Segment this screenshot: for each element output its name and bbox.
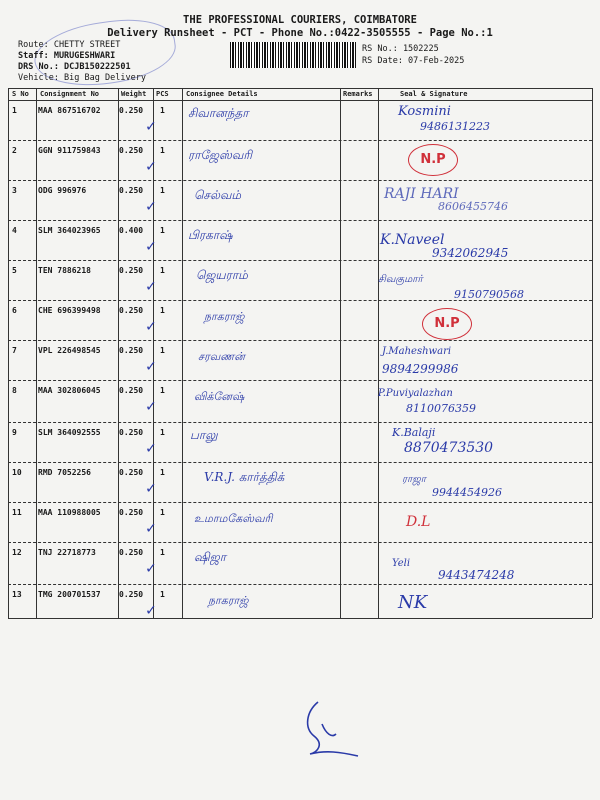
rs-date: RS Date: 07-Feb-2025 xyxy=(362,56,465,66)
row-sno: 1 xyxy=(12,106,17,115)
row-consignment: SLM 364092555 xyxy=(38,428,101,437)
consignee-handwriting: V.R.J. கார்த்திக் xyxy=(204,470,285,484)
row-sno: 7 xyxy=(12,346,17,355)
check-mark-icon: ✓ xyxy=(146,356,156,375)
table-bottom-rule xyxy=(8,618,592,619)
col-sno: S No xyxy=(12,90,29,98)
consignee-handwriting: செல்வம் xyxy=(194,188,242,202)
signature-handwriting: D.L xyxy=(406,514,431,530)
row-sno: 9 xyxy=(12,428,17,437)
check-mark-icon: ✓ xyxy=(146,116,156,135)
row-sno: 2 xyxy=(12,146,17,155)
consignee-handwriting: நாகராஜ் xyxy=(208,594,249,607)
phone-handwriting: 9342062945 xyxy=(432,246,509,260)
table-row xyxy=(8,220,592,260)
signature-handwriting: Kosmini xyxy=(398,104,451,119)
table-row xyxy=(8,140,592,180)
table-row xyxy=(8,180,592,220)
row-weight: 0.250 xyxy=(119,306,144,315)
row-pcs: 1 xyxy=(160,306,165,315)
signature-handwriting: ராஜா xyxy=(402,474,426,485)
col-consignee: Consignee Details xyxy=(186,90,258,98)
phone-handwriting: 9486131223 xyxy=(420,120,490,133)
phone-handwriting: 9944454926 xyxy=(432,486,502,499)
row-sno: 5 xyxy=(12,266,17,275)
row-consignment: CHE 696399498 xyxy=(38,306,101,315)
runsheet-subtitle: Delivery Runsheet - PCT - Phone No.:0422-3505555 - Page No.:1 xyxy=(107,27,493,39)
row-sno: 12 xyxy=(12,548,22,557)
drs-label: DRS No.: DCJB150222501 xyxy=(18,62,131,72)
phone-handwriting: 9894299986 xyxy=(382,362,459,376)
col-remarks: Remarks xyxy=(343,90,373,98)
vehicle-label: Vehicle: Big Bag Delivery xyxy=(18,73,146,83)
bottom-signature-icon xyxy=(296,694,366,764)
consignee-handwriting: விக்னேஷ் xyxy=(194,390,245,403)
row-consignment: RMD 7052256 xyxy=(38,468,91,477)
row-weight: 0.250 xyxy=(119,106,144,115)
row-pcs: 1 xyxy=(160,226,165,235)
row-consignment: GGN 911759843 xyxy=(38,146,101,155)
row-pcs: 1 xyxy=(160,266,165,275)
row-consignment: VPL 226498545 xyxy=(38,346,101,355)
row-weight: 0.250 xyxy=(119,590,144,599)
row-weight: 0.250 xyxy=(119,146,144,155)
signature-handwriting: சிவகுமார் xyxy=(378,274,423,285)
table-row xyxy=(8,542,592,582)
col-consignment: Consignment No xyxy=(40,90,100,98)
check-mark-icon: ✓ xyxy=(146,196,156,215)
table-top-rule xyxy=(8,88,592,89)
row-weight: 0.250 xyxy=(119,266,144,275)
row-consignment: MAA 302806045 xyxy=(38,386,101,395)
table-row xyxy=(8,380,592,420)
row-sno: 10 xyxy=(12,468,22,477)
row-weight: 0.250 xyxy=(119,468,144,477)
col-weight: Weight xyxy=(121,90,147,98)
check-mark-icon: ✓ xyxy=(146,156,156,175)
row-consignment: TMG 200701537 xyxy=(38,590,101,599)
check-mark-icon: ✓ xyxy=(146,478,156,497)
check-mark-icon: ✓ xyxy=(146,316,156,335)
consignee-handwriting: நாகராஜ் xyxy=(204,310,245,323)
check-mark-icon: ✓ xyxy=(146,558,156,577)
check-mark-icon: ✓ xyxy=(146,396,156,415)
row-consignment: ODG 996976 xyxy=(38,186,87,195)
not-present-stamp: N.P xyxy=(408,144,458,176)
row-pcs: 1 xyxy=(160,590,165,599)
row-weight: 0.400 xyxy=(119,226,144,235)
consignee-handwriting: உமாமகேஸ்வரி xyxy=(194,512,273,525)
row-pcs: 1 xyxy=(160,346,165,355)
check-mark-icon: ✓ xyxy=(146,236,156,255)
table-row xyxy=(8,260,592,300)
consignee-handwriting: ராஜேஸ்வரி xyxy=(188,148,253,162)
signature-handwriting: NK xyxy=(398,592,428,613)
route-label: Route: CHETTY STREET xyxy=(18,40,121,50)
table-row xyxy=(8,422,592,462)
rs-number: RS No.: 1502225 xyxy=(362,44,439,54)
row-weight: 0.250 xyxy=(119,428,144,437)
consignee-handwriting: ஜெயராம் xyxy=(196,268,248,282)
table-row xyxy=(8,340,592,380)
phone-handwriting: 8110076359 xyxy=(406,402,476,415)
row-weight: 0.250 xyxy=(119,186,144,195)
check-mark-icon: ✓ xyxy=(146,438,156,457)
consignee-handwriting: பிரகாஷ் xyxy=(188,228,233,242)
row-pcs: 1 xyxy=(160,548,165,557)
row-consignment: TEN 7886218 xyxy=(38,266,91,275)
row-pcs: 1 xyxy=(160,508,165,517)
signature-handwriting: P.Puviyalazhan xyxy=(378,388,453,399)
row-weight: 0.250 xyxy=(119,508,144,517)
signature-handwriting: RAJI HARI xyxy=(384,186,459,202)
barcode xyxy=(230,42,356,68)
row-pcs: 1 xyxy=(160,386,165,395)
row-pcs: 1 xyxy=(160,428,165,437)
row-consignment: SLM 364023965 xyxy=(38,226,101,235)
table-row xyxy=(8,462,592,502)
row-sno: 11 xyxy=(12,508,22,517)
row-sno: 6 xyxy=(12,306,17,315)
table-row xyxy=(8,300,592,340)
col-divider xyxy=(592,88,593,618)
signature-handwriting: J.Maheshwari xyxy=(382,346,452,357)
col-signature: Seal & Signature xyxy=(400,90,468,98)
row-pcs: 1 xyxy=(160,468,165,477)
col-pcs: PCS xyxy=(156,90,169,98)
row-sno: 3 xyxy=(12,186,17,195)
row-weight: 0.250 xyxy=(119,548,144,557)
check-mark-icon: ✓ xyxy=(146,518,156,537)
phone-handwriting: 8606455746 xyxy=(438,200,508,213)
row-weight: 0.250 xyxy=(119,386,144,395)
phone-handwriting: 8870473530 xyxy=(404,440,494,456)
check-mark-icon: ✓ xyxy=(146,276,156,295)
phone-handwriting: 9150790568 xyxy=(454,288,524,301)
consignee-handwriting: பாலு xyxy=(190,428,218,442)
row-sno: 4 xyxy=(12,226,17,235)
consignee-handwriting: ஷிஜா xyxy=(194,550,226,564)
row-consignment: MAA 110988005 xyxy=(38,508,101,517)
table-row xyxy=(8,100,592,140)
row-pcs: 1 xyxy=(160,106,165,115)
check-mark-icon: ✓ xyxy=(146,600,156,619)
company-title: THE PROFESSIONAL COURIERS, COIMBATORE xyxy=(183,14,417,26)
signature-handwriting: K.Naveel xyxy=(380,232,445,248)
row-weight: 0.250 xyxy=(119,346,144,355)
staff-label: Staff: MURUGESHWARI xyxy=(18,51,116,61)
consignee-handwriting: சரவணன் xyxy=(198,350,245,363)
signature-handwriting: Yeli xyxy=(392,558,411,569)
row-consignment: TNJ 22718773 xyxy=(38,548,96,557)
not-present-stamp: N.P xyxy=(422,308,472,340)
table-row xyxy=(8,502,592,542)
signature-handwriting: K.Balaji xyxy=(392,426,436,439)
consignee-handwriting: சிவானந்தா xyxy=(188,106,249,120)
row-sno: 13 xyxy=(12,590,22,599)
phone-handwriting: 9443474248 xyxy=(438,568,515,582)
row-pcs: 1 xyxy=(160,146,165,155)
row-pcs: 1 xyxy=(160,186,165,195)
row-sno: 8 xyxy=(12,386,17,395)
row-consignment: MAA 867516702 xyxy=(38,106,101,115)
